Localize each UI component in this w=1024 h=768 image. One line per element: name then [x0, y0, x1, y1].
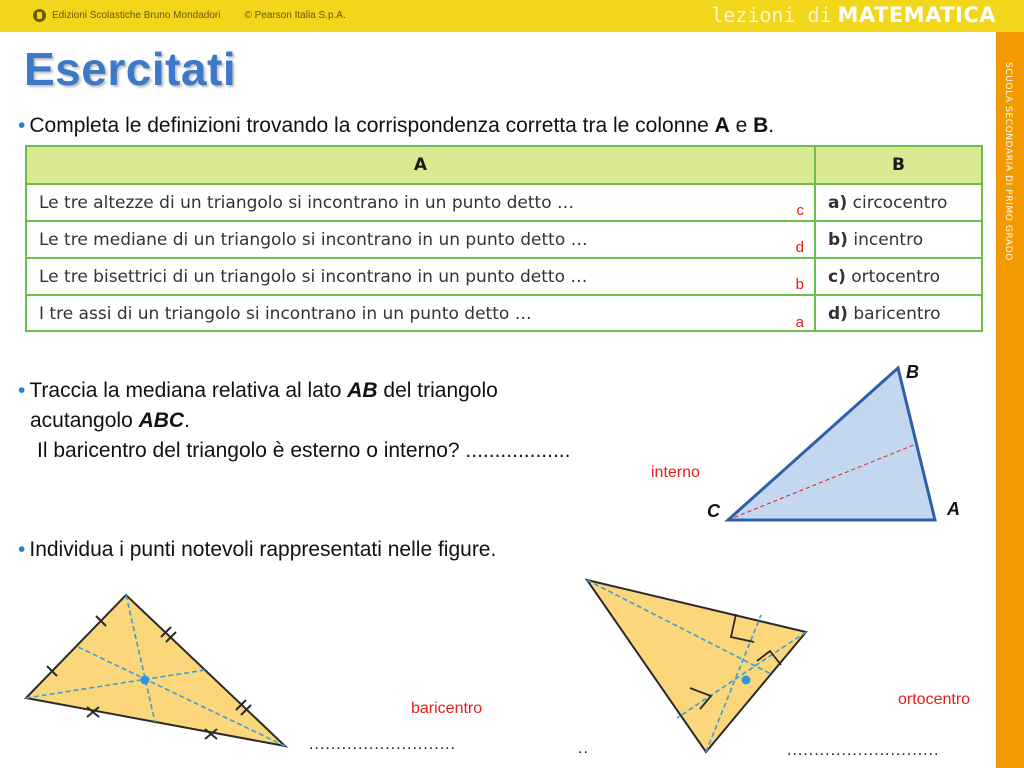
vertex-b: B — [906, 362, 919, 382]
answer-baricentro: baricentro — [411, 700, 483, 717]
definition-text: I tre assi di un triangolo si incontrano in un punto detto … — [39, 304, 532, 324]
publisher-name: Edizioni Scolastiche Bruno Mondadori — [52, 10, 221, 21]
ex3-text: Individua i punti notevoli rappresentati nelle figure. — [29, 538, 497, 561]
definition-text: Le tre mediane di un triangolo si incontrano in un punto detto … — [39, 229, 588, 250]
blank-line-mid: .. — [578, 740, 589, 757]
blank-line-right: ............................ — [787, 742, 940, 759]
answer-mark: d — [795, 239, 804, 256]
option-letter: c) — [828, 266, 846, 287]
orthocenter-point — [742, 676, 751, 685]
bullet-icon: • — [18, 538, 26, 561]
ex2-triangle-name: ABC — [138, 409, 185, 432]
option-letter: b) — [828, 229, 848, 250]
option-letter: a) — [828, 192, 848, 213]
page-title: Esercitati — [24, 43, 237, 95]
bullet-icon: • — [18, 379, 26, 402]
answer-mark: c — [796, 202, 804, 219]
ex2-text: del triangolo — [377, 379, 498, 402]
answer-ortocentro: ortocentro — [898, 691, 971, 708]
centroid-point — [141, 676, 150, 685]
definition-text: Le tre altezze di un triangolo si incontrano in un punto detto … — [39, 192, 575, 213]
definition-text: Le tre bisettrici di un triangolo si incontrano in un punto detto … — [39, 266, 588, 287]
ex2-text: Traccia la mediana relativa al lato — [29, 379, 348, 402]
blank-line-left: ........................... — [309, 736, 457, 753]
school-level-label: SCUOLA SECONDARIA DI PRIMO GRADO — [1003, 62, 1013, 261]
option-text: ortocentro — [845, 266, 940, 287]
ex1-col-b: B — [753, 114, 769, 137]
triangle-abc — [728, 368, 935, 520]
brand-bold: MATEMATICA — [837, 3, 996, 27]
vertex-c: C — [707, 501, 720, 521]
triangle-medians-figure — [26, 595, 285, 746]
ex2-text: acutangolo — [30, 409, 139, 432]
answer-mark: a — [795, 314, 804, 331]
answer-interno: interno — [651, 464, 700, 481]
brand-light: lezioni di — [711, 3, 832, 27]
triangle-altitudes-figure — [587, 580, 806, 752]
ex1-col-a: A — [714, 114, 730, 137]
answer-mark: b — [795, 276, 804, 293]
triangle-altitudes — [587, 580, 806, 752]
table-header-b: B — [815, 147, 981, 184]
table-header-a: A — [27, 147, 815, 184]
ex1-text: Completa le definizioni trovando la corrispondenza corretta tra le colonne — [29, 114, 715, 137]
option-text: incentro — [847, 229, 924, 250]
option-text: circocentro — [847, 192, 948, 213]
ex1-end: . — [768, 114, 775, 137]
triangle-abc-figure — [707, 362, 960, 521]
copyright: © Pearson Italia S.p.A. — [244, 10, 346, 21]
bullet-icon: • — [18, 114, 26, 137]
option-letter: d) — [828, 304, 848, 324]
ex2-question: Il baricentro del triangolo è esterno o interno? .................. — [37, 439, 571, 462]
ex1-and: e — [729, 114, 754, 137]
triangle-medians — [26, 595, 285, 746]
ex2-text: . — [184, 409, 190, 432]
option-text: baricentro — [847, 304, 941, 324]
vertex-a: A — [947, 499, 960, 519]
ex2-side: AB — [347, 379, 378, 402]
